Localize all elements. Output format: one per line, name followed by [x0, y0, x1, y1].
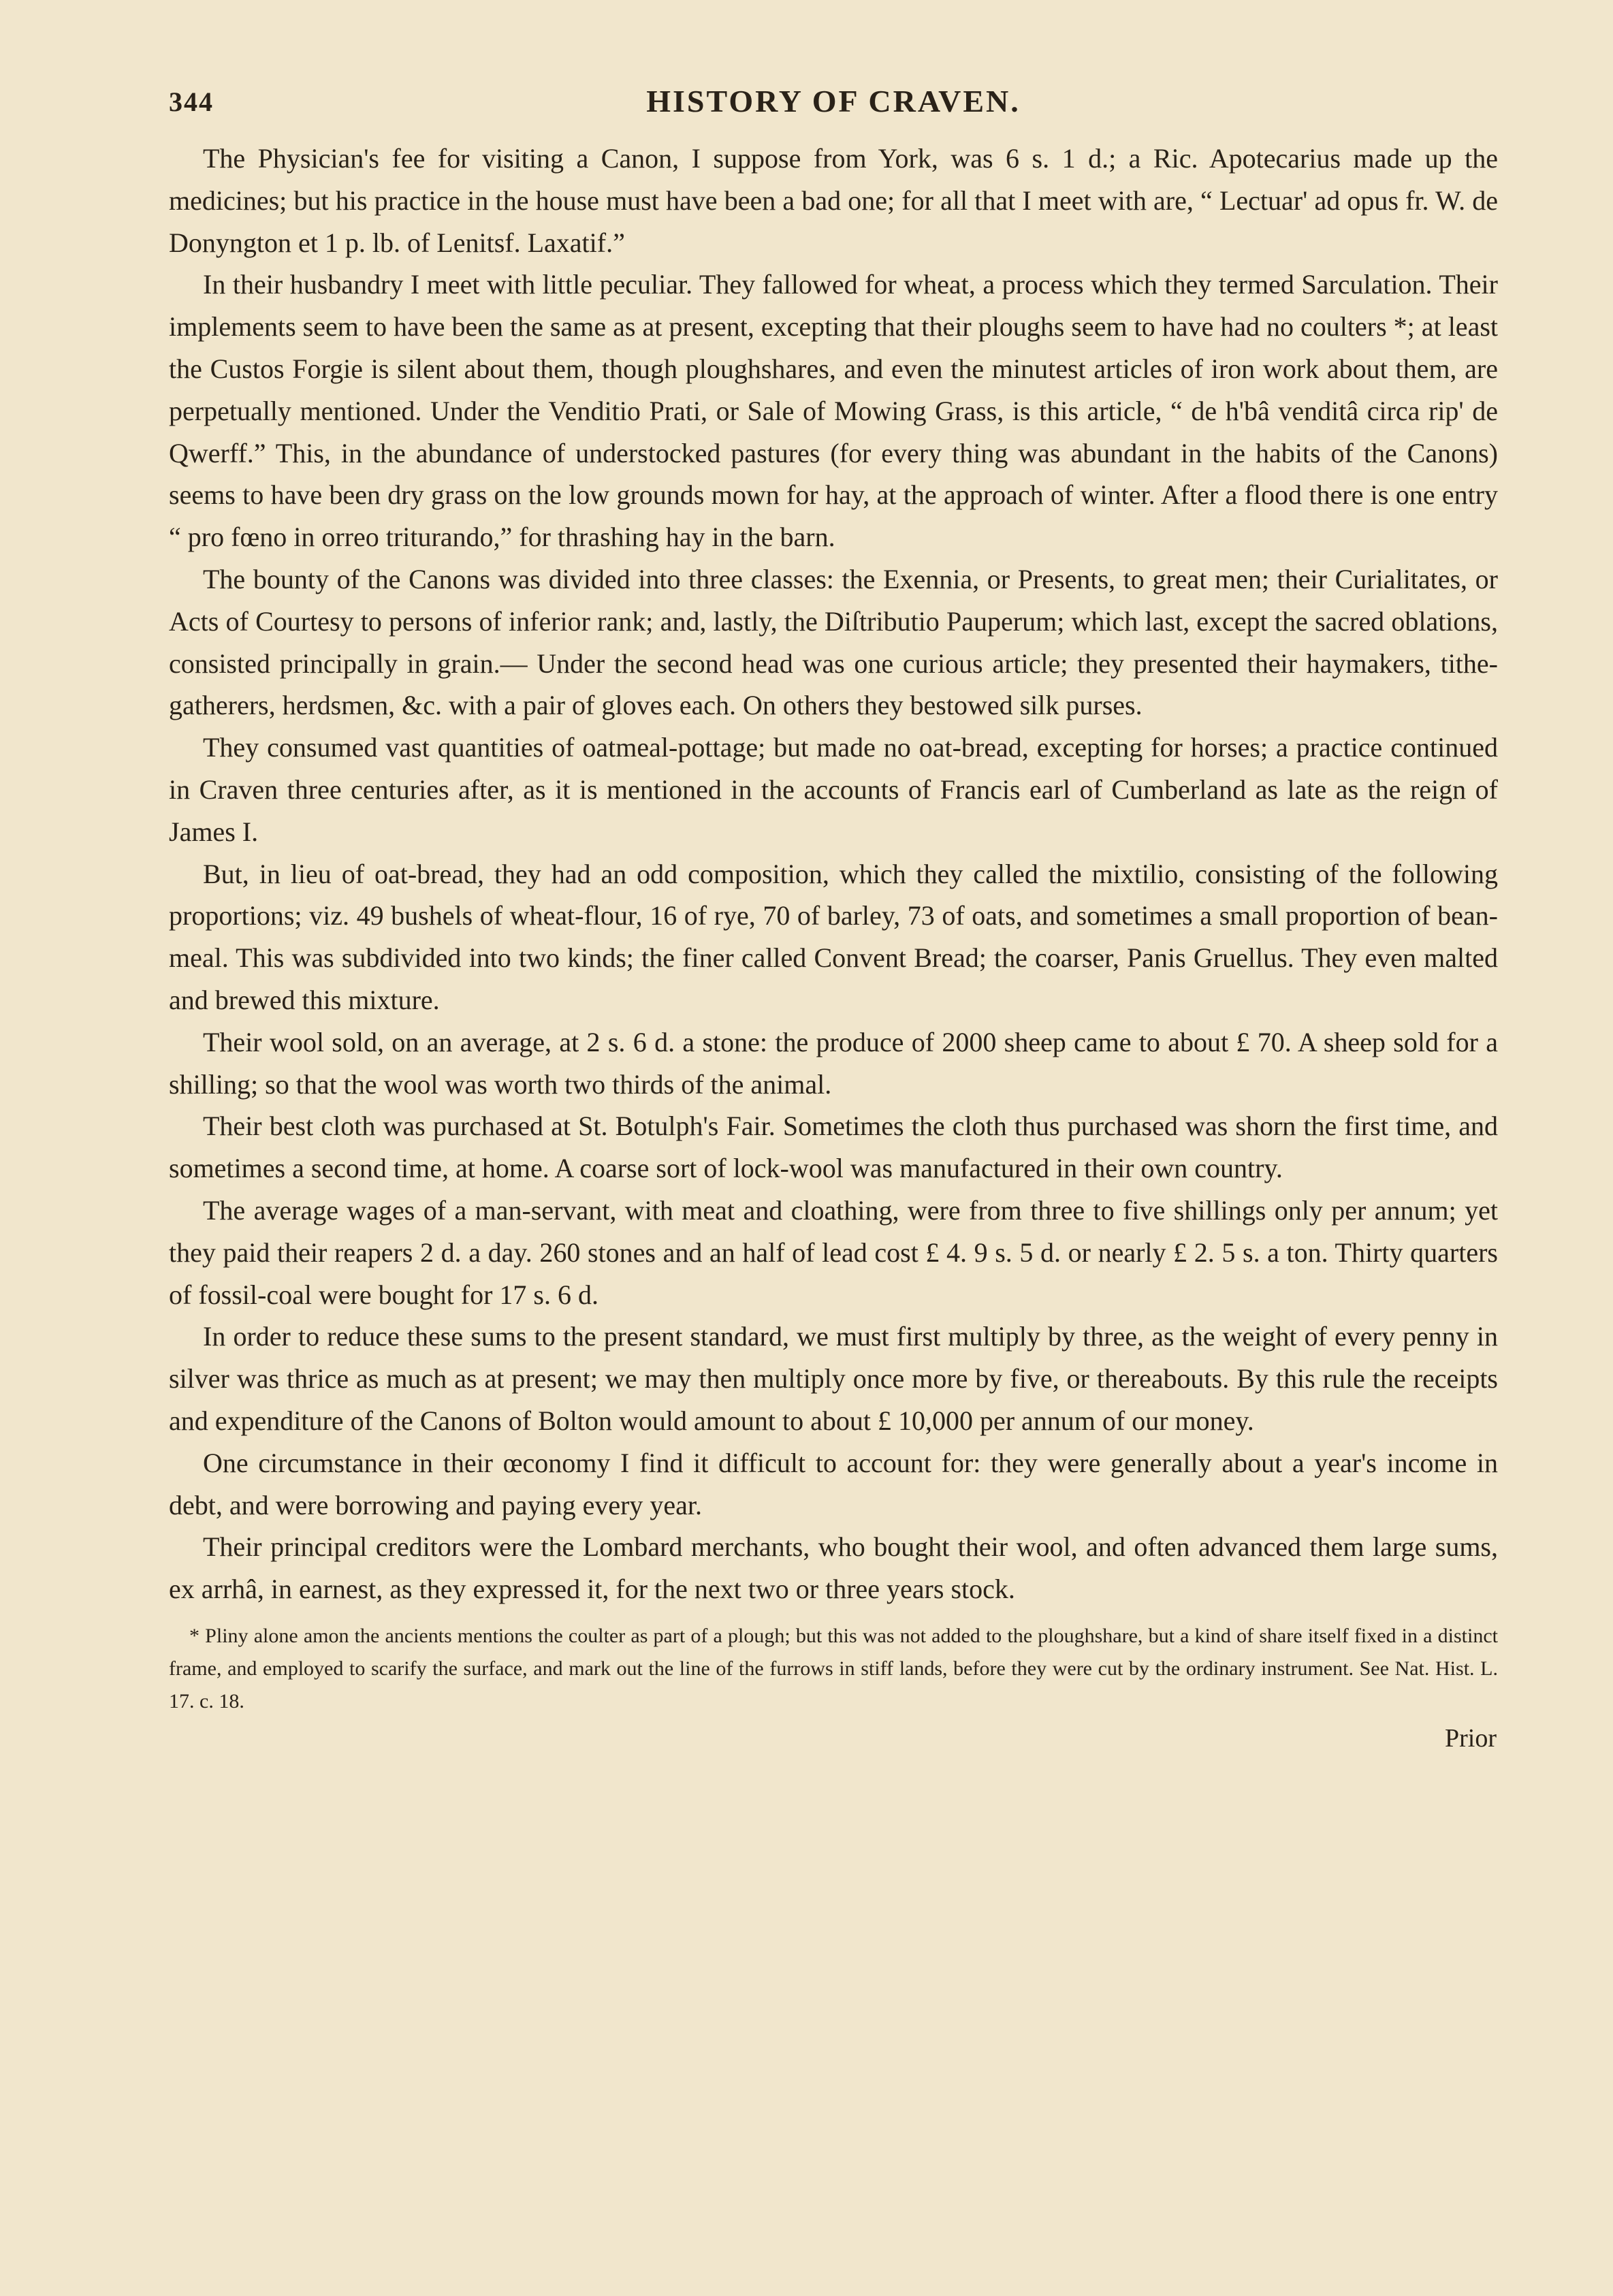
paragraph: The bounty of the Canons was divided into three classes: the Exennia, or Presents, to great men; their Curialitates, or Acts of Courtesy to persons of inferior rank; and, lastly, the Diſtributio Pauperum; which last, except the sacred oblations, consisted principally in grain.— Under the second head was one curious article; they presented their haymakers, tithe-gatherers, herdsmen, &c. with a pair of gloves each. On others they bestowed silk purses.: [169, 563, 1498, 721]
paragraph: Their wool sold, on an average, at 2 s. 6 d. a stone: the produce of 2000 sheep came to about £ 70. A sheep sold for a shilling; so that the wool was worth two thirds of the animal.: [169, 1026, 1498, 1100]
paragraph: In their husbandry I meet with little peculiar. They fallowed for wheat, a process which they termed Sarculation. Their implements seem to have been the same as at present, excepting that their ploughs seem to have had no coulters *; at least the Custos Forgie is silent about them, though ploughshares, and even the minutest articles of iron work about them, are perpetually mentioned. Under the Venditio Prati, or Sale of Mowing Grass, is this article, “ de h'bâ venditâ circa rip' de Qwerff.” This, in the abundance of understocked pastures (for every thing was abundant in the habits of the Canons) seems to have been dry grass on the low grounds mown for hay, at the approach of winter. After a flood there is one entry “ pro fœno in orreo triturando,” for thrashing hay in the barn.: [169, 269, 1498, 553]
paragraph: In order to reduce these sums to the present standard, we must first multiply by three, as the weight of every penny in silver was thrice as much as at present; we may then multiply once more by five, or thereabouts. By this rule the receipts and expenditure of the Canons of Bolton would amount to about £ 10,000 per annum of our money.: [169, 1321, 1498, 1436]
paragraph: But, in lieu of oat-bread, they had an odd composition, which they called the mixtilio, consisting of the following proportions; viz. 49 bushels of wheat-flour, 16 of rye, 70 of barley, 73 of oats, and sometimes a small proportion of bean-meal. This was subdivided into two kinds; the finer called Convent Bread; the coarser, Panis Gruellus. They even malted and brewed this mixture.: [169, 858, 1498, 1015]
book-page: [169, 80, 1498, 2259]
paragraph: Their best cloth was purchased at St. Botulph's Fair. Sometimes the cloth thus purchased was shorn the first time, and sometimes a second time, at home. A coarse sort of lock-wool was manufactured in their own country.: [169, 1111, 1498, 1184]
paragraph: Their principal creditors were the Lombard merchants, who bought their wool, and often advanced them large sums, ex arrhâ, in earnest, as they expressed it, for the next two or three years stock.: [169, 1531, 1498, 1605]
paragraph: The average wages of a man-servant, with meat and cloathing, were from three to five shillings only per annum; yet they paid their reapers 2 d. a day. 260 stones and an half of lead cost £ 4. 9 s. 5 d. or nearly £ 2. 5 s. a ton. Thirty quarters of fossil-coal were bought for 17 s. 6 d.: [169, 1194, 1498, 1310]
footnote: * Pliny alone amon the ancients mentions the coulter as part of a plough; but this was not added to the ploughshare, but a kind of share itself fixed in a distinct frame, and employed to scarify the surface, and mark out the line of the furrows in stiff lands, before they were cut by the ordinary instrument. See Nat. Hist. L. 17. c. 18.: [169, 1624, 1498, 1712]
running-title: HISTORY OF CRAVEN.: [646, 84, 1021, 118]
running-head: [169, 80, 1498, 128]
paragraph: The Physician's fee for visiting a Canon, I suppose from York, was 6 s. 1 d.; a Ric. Apotecarius made up the medicines; but his practice in the house must have been a bad one; for all that I meet with are, “ Lectuar' ad opus fr. W. de Donyngton et 1 p. lb. of Lenitsf. Laxatif.”: [169, 143, 1498, 258]
page-number: 344: [169, 86, 214, 117]
body-text: [169, 138, 1498, 1610]
catchword: Prior: [1445, 1723, 1497, 1753]
paragraph: They consumed vast quantities of oatmeal-pottage; but made no oat-bread, excepting for horses; a practice continued in Craven three centuries after, as it is mentioned in the accounts of Francis earl of Cumberland as late as the reign of James I.: [169, 732, 1498, 847]
paragraph: One circumstance in their œconomy I find it difficult to account for: they were generally about a year's income in debt, and were borrowing and paying every year.: [169, 1447, 1498, 1520]
